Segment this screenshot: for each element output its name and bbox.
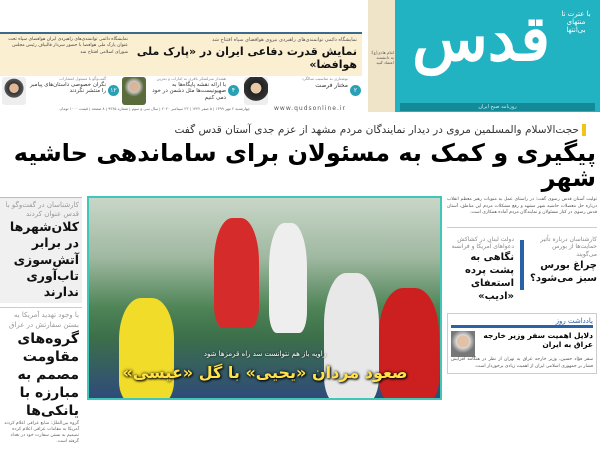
side-note: امام هادی(ع): به دانشمند اعتماد کنید — [370, 50, 394, 66]
logo: قدس — [412, 2, 550, 75]
article-headline[interactable]: کلان‌شهرها در برابر آتش‌سوزی تاب‌آوری ندارند — [9, 219, 79, 300]
player-white — [269, 223, 307, 333]
article-kicker: کارشناسان درباره تأثیر حمایت‌ها از بورس می‌گویند — [540, 235, 597, 259]
article[interactable] — [530, 228, 597, 304]
masthead-tagline: روزنامه صبح ایران — [400, 103, 595, 111]
note-label: یادداشت روز — [451, 317, 593, 328]
teaser[interactable] — [122, 77, 240, 105]
teaser-kicker: هشدار سرلشکر باقری به امارات و بحرین — [156, 76, 226, 81]
lead-text: تولیت آستان قدس رضوی گفت: در راستای عمل به منویات رهبر معظم انقلاب درباره حل معضلات حاشیه شهر مشهد و رفع مشکلات مردم این مناطق، آستان قدس رضوی در کنار مسئولان و نمایندگان مردم آماده همکاری است. — [447, 197, 597, 216]
banner-side-text: نمایشگاه دائمی توانمندی‌های راهبردی ایران هوافضای سپاه تحت عنوان پارک ملی هوافضا با حضور سردار قالیباف رئیس مجلس شورای اسلامی افتتاح شد — [8, 37, 128, 55]
teaser-photo — [122, 77, 146, 105]
teaser[interactable] — [244, 77, 362, 105]
note-headline[interactable]: دلایل اهمیت سفر وزیر خارجه عراق به ایران — [483, 331, 593, 350]
article-headline[interactable]: گروه‌های مقاومت مصمم به مبارزه با یانکی‌ها — [17, 330, 79, 420]
masthead-badge: با عترت تا منتهای بی‌انتها — [561, 10, 591, 35]
article-kicker: با وجود تهدید آمریکا به بستن سفارتش در عراق — [8, 311, 79, 329]
divider — [520, 240, 524, 290]
teaser-number: ۲ — [350, 85, 361, 96]
teaser[interactable] — [2, 77, 120, 105]
player-red — [379, 288, 439, 400]
main-kicker: حجت‌الاسلام والمسلمین مروی در دیدار نمایندگان مردم مشهد از عزم جدی آستان قدس گفت — [175, 124, 587, 136]
article-kicker: کارشناسان در گفت‌وگو با قدس عنوان کردند — [5, 201, 79, 219]
editorial-note[interactable] — [447, 313, 597, 374]
banner-headline[interactable]: نمایش قدرت دفاعی ایران در «پارک ملی هوافضا» — [136, 45, 357, 71]
teaser-title: با ارائه نقشه پایگاه‌ها به صهیونیست‌ها مثل دشمن در خود دمی کنیم — [152, 81, 226, 101]
player-red — [214, 218, 259, 328]
teaser-number: ۱۲ — [108, 85, 119, 96]
note-body: سفر فؤاد حسین، وزیر خارجه عراق به تهران از نظر در هنگامه افزایش فشار بر جمهوری اسلامی ایران از اهمیت زیادی برخوردار است. — [451, 357, 593, 369]
article-headline[interactable]: نگاهی به پشت پرده استعفای «ادیب» — [464, 252, 514, 303]
main-headline[interactable]: پیگیری و کمک به مسئولان برای ساماندهی حاشیه شهر — [13, 139, 596, 192]
author-photo — [451, 331, 475, 357]
player-goalkeeper — [119, 298, 174, 400]
article-headline[interactable]: چراغ بورس سبز می‌شود؟ — [530, 259, 597, 284]
teaser-photo — [2, 77, 26, 105]
article-kicker: دولت لبنان در کشاکش دعواهای آمریکا و فرانسه — [451, 235, 514, 251]
banner-kicker: نمایشگاه دائمی توانمندی‌های راهبردی نیروی هوافضای سپاه افتتاح شد — [212, 37, 357, 43]
teaser-title: مختار فرصت — [315, 81, 348, 89]
article[interactable] — [0, 307, 82, 448]
teaser-number: ۴ — [228, 85, 239, 96]
right-column — [447, 197, 597, 374]
news-pair — [447, 227, 597, 304]
left-column — [0, 197, 82, 449]
teaser-title: نگران خصوصی داستان‌های پیامبر را منتشر نکردند — [29, 81, 106, 95]
teaser-photo — [244, 77, 268, 105]
website-url[interactable]: www.qudsonline.ir — [274, 105, 346, 112]
photo-caption[interactable]: صعود مردان «یحیی» با گل «عیسی» — [122, 363, 408, 382]
issue-info: چهارشنبه ۲ مهر ۱۳۹۹ | ۵ صفر ۱۴۴۲ | ۲۳ سپتامبر ۲۰۲۰ | سال سی و سوم | شماره ۹۳۶۵ | ۸ صفحه | قیمت ۱۰۰۰ تومان — [59, 106, 250, 111]
teaser-kicker: گفت‌وگو با مسئول انتشارات — [59, 76, 106, 81]
article[interactable] — [447, 228, 514, 304]
article-body: گروه بین‌الملل: منابع عراقی اعلام کردند آمریکا به مقامات عراقی اعلام کرده تصمیم به بستن سفارت خود در بغداد گرفته است. — [4, 420, 79, 445]
teaser-kicker: نوشتاری به مناسبت سالگرد — [301, 76, 348, 81]
photo-subcaption: زاویه باز هم نتوانست سد راه قرمزها شود — [203, 350, 327, 358]
article[interactable] — [0, 197, 82, 303]
